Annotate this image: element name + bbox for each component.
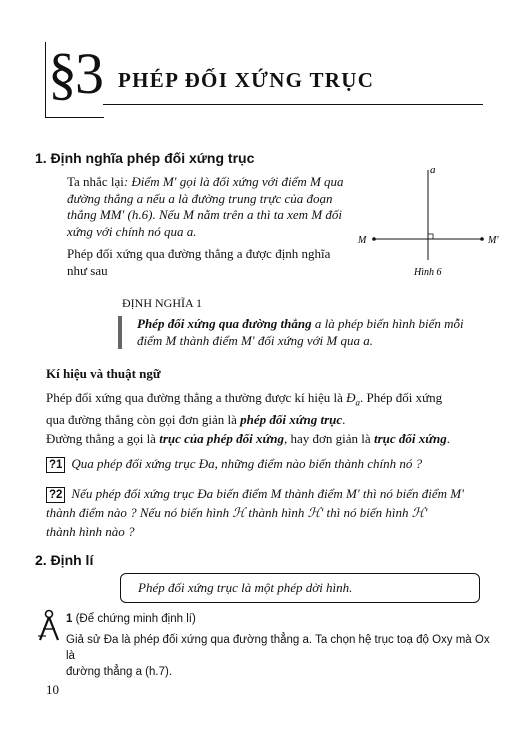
notation-line-1-tail: . Phép đối xứng (360, 390, 443, 405)
notation-body (46, 390, 486, 447)
label-m: M (358, 235, 367, 246)
notation-symbol-sub: a (355, 397, 360, 408)
notation-symbol: Đ (346, 390, 356, 405)
page-title: PHÉP ĐỐI XỨNG TRỤC (118, 68, 375, 92)
question-1 (46, 456, 491, 473)
figure-6 (350, 160, 500, 285)
notation-heading: Kí hiệu và thuật ngữ (46, 366, 161, 381)
page-number: 10 (46, 682, 59, 697)
definition-term: Phép đối xứng qua đường thẳng (137, 316, 312, 331)
header-rule (103, 104, 483, 105)
intro-prefix: Ta nhắc lại (67, 174, 124, 189)
lead-line-1: Phép đối xứng qua đường thẳng a được định nghĩa (67, 246, 331, 261)
intro-line-3: thẳng MM' (h.6). Nếu M nằm trên a thì ta xem M đối (67, 207, 343, 222)
question-1-line-1: Qua phép đối xứng trục Đa, những điểm nào biến thành chính nó ? (71, 456, 423, 471)
question-2-line-2: thành điểm nào ? Nếu nó biến hình ℋ thành hình ℋ' thì nó biến hình ℋ' (46, 505, 428, 520)
intro-line-1: : Điểm M' gọi là đối xứng với điểm M qua (123, 174, 344, 189)
section-number: §3 (48, 41, 102, 106)
notation-line-3-mid: , hay đơn giản là (284, 430, 374, 446)
activity-number: 1 (66, 613, 73, 625)
notation-line-2-end: . (342, 412, 346, 428)
section1-heading: 1. Định nghĩa phép đối xứng trục (35, 150, 255, 166)
notation-term-1: phép đối xứng trục (240, 412, 343, 428)
intro-line-2: đường thẳng a nếu a là đường trung trực của đoạn (67, 190, 333, 206)
figure-caption: Hình 6 (414, 267, 442, 278)
activity-body (66, 632, 496, 680)
definition-line-1: a là phép biến hình biến mỗi (311, 316, 464, 331)
question-2-line-1: Nếu phép đối xứng trục Đa biến điểm M thành điểm M' thì nó biến điểm M' (71, 486, 464, 501)
notation-term-3: trục đối xứng (373, 430, 447, 446)
definition-body (137, 316, 487, 349)
right-angle-mark (428, 234, 433, 239)
definition-label: ĐỊNH NGHĨA 1 (122, 296, 202, 310)
activity-line-1: Giả sử Đa là phép đối xứng qua đường thẳng a. Ta chọn hệ trục toạ độ Oxy mà Ox là (66, 634, 490, 662)
question-2-line-3: thành hình nào ? (46, 524, 135, 539)
activity-title (66, 613, 196, 625)
theorem-text: Phép đối xứng trục là một phép dời hình. (138, 580, 353, 595)
definition-lead (67, 246, 367, 279)
notation-line-3-end: . (446, 430, 451, 446)
notation-term-2: trục của phép đối xứng (159, 430, 285, 446)
label-m-prime: M' (488, 235, 499, 246)
section2-heading: 2. Định lí (35, 552, 94, 568)
label-a: a (430, 164, 436, 176)
compass-icon (34, 609, 64, 643)
activity-subtitle: (Để chứng minh định lí) (72, 613, 196, 625)
point-m-prime (480, 237, 484, 241)
lead-line-2: như sau (67, 262, 108, 278)
question-tag-2: ?2 (46, 487, 65, 503)
point-m (372, 237, 376, 241)
intro-paragraph (67, 174, 367, 240)
notation-line-2-prefix: qua đường thẳng còn gọi đơn giản là (46, 412, 241, 428)
definition-line-2: điểm M thành điểm M' đối xứng với M qua a. (137, 332, 373, 348)
question-2 (46, 484, 491, 541)
activity-line-2: đường thẳng a (h.7). (66, 666, 173, 678)
notation-line-1: Phép đối xứng qua đường thẳng a thường được kí hiệu là (46, 390, 343, 405)
definition-bar (118, 316, 122, 349)
question-tag-1: ?1 (46, 457, 65, 473)
intro-line-4: xứng với chính nó qua a. (67, 223, 197, 239)
notation-line-3-prefix: Đường thẳng a gọi là (46, 430, 160, 446)
